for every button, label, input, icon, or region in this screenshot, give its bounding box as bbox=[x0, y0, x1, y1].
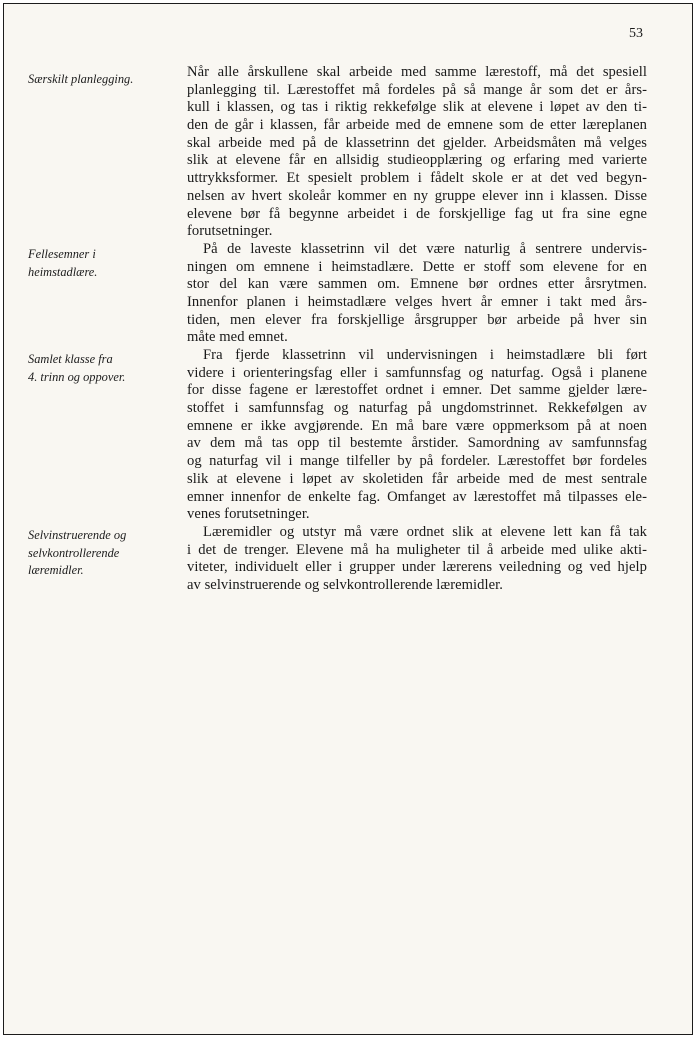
text-line: stoffet i samfunnsfag og naturfag på ungdomstrinnet. Rekkefølgen av bbox=[187, 400, 647, 417]
text-line: tiden, men elever fra forskjellige årsgrupper bør arbeide på hver sin bbox=[187, 311, 647, 328]
text-line: emner innenfor de enkelte fag. Omfanget av lærestoffet må tilpasses ele- bbox=[187, 488, 647, 505]
text-line: av selvinstruerende og selvkontrollerende læremidler. bbox=[187, 576, 503, 593]
margin-note-samlet-klasse bbox=[28, 351, 178, 386]
text-line: for disse fagene er lærestoffet ordnet i emner. Det samme gjelder lære- bbox=[187, 382, 647, 399]
text-line: Læremidler og utstyr må være ordnet slik at elevene lett kan få tak bbox=[203, 523, 647, 540]
book-page bbox=[3, 3, 693, 1035]
text-line: Innenfor planen i heimstadlære velges hvert år emner i takt med års- bbox=[187, 293, 647, 310]
text-line: den de går i klassen, får arbeide med de emnene som de etter læreplanen bbox=[187, 117, 647, 134]
margin-note-selvinstruerende bbox=[28, 527, 178, 580]
text-line: venes forutsetninger. bbox=[187, 506, 310, 523]
body-text bbox=[187, 64, 647, 595]
text-line: videre i orienteringsfag eller i samfunnsfag og naturfag. Også i planene bbox=[187, 364, 647, 381]
text-line: Fra fjerde klassetrinn vil undervisningen i heimstadlære bli ført bbox=[203, 347, 647, 363]
margin-note-line: læremidler. bbox=[28, 563, 84, 577]
margin-note-saerskilt-planlegging bbox=[28, 71, 178, 89]
margin-note-line: Fellesemner i bbox=[28, 247, 96, 261]
text-line: i det de trenger. Elevene må ha muligheter til å arbeide med ulike akti- bbox=[187, 541, 647, 558]
margin-note-line: selvkontrollerende bbox=[28, 545, 120, 560]
paragraph-laeremidler bbox=[187, 524, 647, 595]
text-line: forutsetninger. bbox=[187, 223, 273, 240]
text-line: planlegging til. Lærestoffet må fordeles på så mange år som det er års- bbox=[187, 81, 647, 98]
paragraph-saerskilt-planlegging bbox=[187, 64, 647, 241]
margin-note-line: Samlet klasse fra bbox=[28, 352, 113, 366]
text-line: ningen om emnene i heimstadlære. Dette er stoff som elevene for en bbox=[187, 258, 647, 275]
text-line: nelsen av hvert skoleår kommer en ny gruppe elever inn i klassen. Disse bbox=[187, 187, 647, 204]
text-line: På de laveste klassetrinn vil det være naturlig å sentrere undervis- bbox=[203, 240, 647, 257]
text-line: av dem må tas opp til bestemte årstider. Samordning av samfunnsfag bbox=[187, 435, 647, 452]
text-line: Når alle årskullene skal arbeide med samme lærestoff, må det spesiell bbox=[187, 64, 647, 80]
text-line: uttrykksformer. Et spesielt problem i fådelt skole er at det ved begyn- bbox=[187, 170, 647, 187]
margin-note-line: 4. trinn og oppover. bbox=[28, 369, 126, 384]
paragraph-samlet-klasse bbox=[187, 347, 647, 524]
paragraph-fellesemner bbox=[187, 241, 647, 347]
page-number: 53 bbox=[629, 26, 643, 41]
text-line: måte med emnet. bbox=[187, 329, 288, 346]
text-line: skal arbeide med på de klassetrinn det gjelder. Arbeidsmåten må velges bbox=[187, 134, 647, 151]
text-line: emnene er ikke avgjørende. En må bare være oppmerksom på at noen bbox=[187, 417, 647, 434]
text-line: viteter, individuelt eller i grupper under lærerens veiledning og ved hjelp bbox=[187, 559, 647, 576]
text-line: stor del kan være sammen om. Emnene bør ordnes etter årsrytmen. bbox=[187, 276, 647, 293]
margin-note-line: Selvinstruerende og bbox=[28, 528, 127, 542]
text-line: elevene bør få begynne arbeidet i de forskjellige fag ut fra sine egne bbox=[187, 205, 647, 222]
text-line: slik at elevene i løpet av skoletiden får arbeide med de mest sentrale bbox=[187, 470, 647, 487]
text-line: kull i klassen, og tas i riktig rekkefølge slik at elevene i løpet av den ti- bbox=[187, 99, 647, 116]
margin-note-line: heimstadlære. bbox=[28, 264, 98, 279]
text-line: slik at elevene får en allsidig studieopplæring og erfaring med varierte bbox=[187, 152, 647, 169]
margin-note-fellesemner bbox=[28, 246, 178, 281]
margin-note-line: Særskilt planlegging. bbox=[28, 72, 134, 86]
text-line: og naturfag vil i mange tilfeller by på fordeler. Lærestoffet bør fordeles bbox=[187, 453, 647, 470]
